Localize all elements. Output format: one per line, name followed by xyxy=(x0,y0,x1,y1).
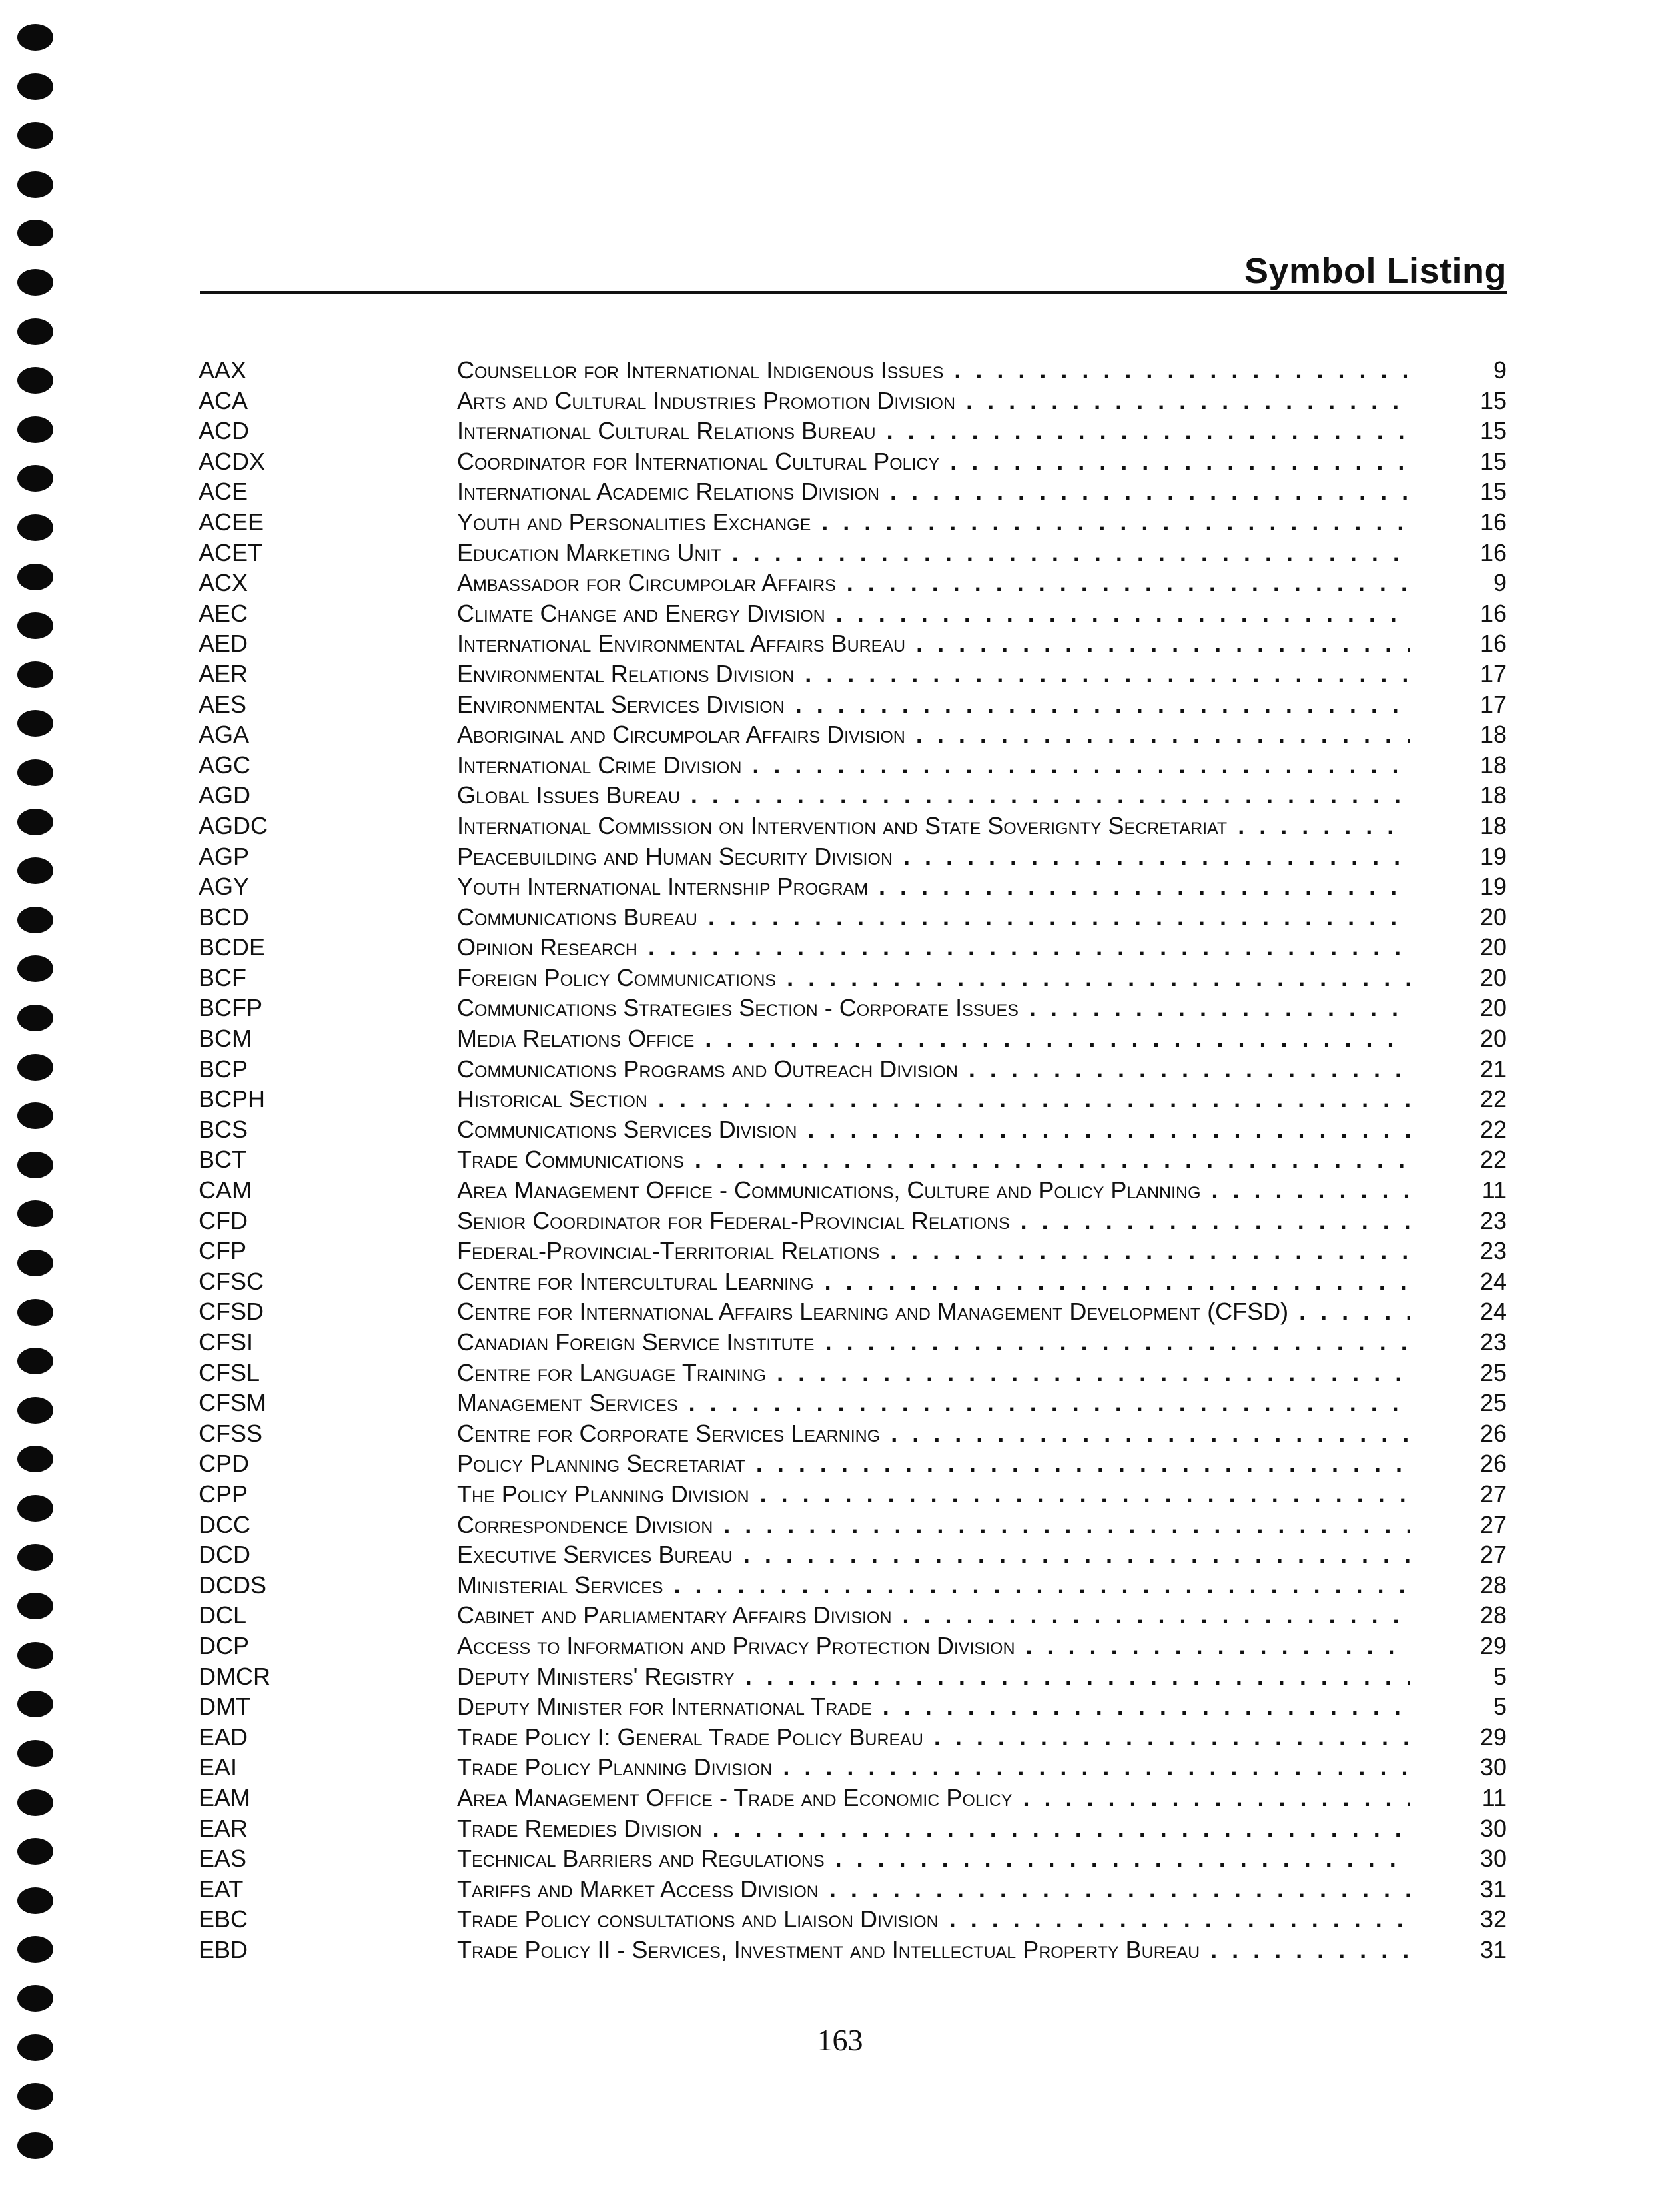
entry-page: 27 xyxy=(1479,1510,1507,1538)
entry-name: Centre for Corporate Services Learning . . . xyxy=(457,1418,1410,1449)
entry-symbol: DCC xyxy=(199,1510,250,1538)
list-item xyxy=(0,1236,1680,1266)
entry-page: 16 xyxy=(1479,599,1507,627)
entry-page: 9 xyxy=(1493,569,1507,597)
entry-name: Deputy Ministers' Registry . . . xyxy=(457,1661,1410,1692)
entry-page: 11 xyxy=(1481,1783,1507,1811)
entry-page: 24 xyxy=(1479,1267,1507,1295)
entry-page: 31 xyxy=(1479,1935,1507,1963)
entry-name: Centre for Intercultural Learning . . . xyxy=(457,1266,1410,1297)
entry-symbol: BCT xyxy=(199,1146,246,1174)
list-item xyxy=(0,1570,1680,1601)
entry-name: International Crime Division . . . xyxy=(457,750,1410,781)
entry-symbol: CFSC xyxy=(199,1267,264,1295)
entry-name: Federal-Provincial-Territorial Relations . . . xyxy=(457,1236,1410,1266)
binding-hole xyxy=(17,2083,53,2110)
entry-name: Centre for International Affairs Learning and Management Development (CFSD) . . . xyxy=(457,1296,1410,1327)
entry-name: Policy Planning Secretariat . . . xyxy=(457,1448,1410,1479)
binding-hole xyxy=(17,1985,53,2012)
entry-name: Area Management Office - Trade and Economic Policy . . . xyxy=(457,1783,1410,1813)
entry-symbol: AGP xyxy=(199,842,250,870)
entry-page: 27 xyxy=(1479,1541,1507,1569)
entry-page: 20 xyxy=(1479,994,1507,1022)
entry-symbol: EAT xyxy=(199,1875,244,1903)
list-item xyxy=(0,1600,1680,1631)
entry-page: 19 xyxy=(1479,873,1507,901)
entry-symbol: CAM xyxy=(199,1176,252,1204)
list-item xyxy=(0,1327,1680,1358)
list-item xyxy=(0,811,1680,841)
list-item xyxy=(0,1631,1680,1661)
entry-page: 30 xyxy=(1479,1753,1507,1781)
entry-name: Trade Communications . . . xyxy=(457,1144,1410,1175)
list-item xyxy=(0,780,1680,811)
entry-symbol: AEC xyxy=(199,599,248,627)
list-item xyxy=(0,386,1680,416)
list-item xyxy=(0,1510,1680,1540)
list-item xyxy=(0,568,1680,598)
entry-symbol: DCDS xyxy=(199,1571,267,1599)
entry-page: 20 xyxy=(1479,1025,1507,1053)
entry-page: 32 xyxy=(1479,1905,1507,1933)
entry-name: Correspondence Division . . . xyxy=(457,1510,1410,1540)
entry-page: 15 xyxy=(1479,417,1507,445)
list-item xyxy=(0,1266,1680,1297)
entry-page: 25 xyxy=(1479,1358,1507,1386)
list-item xyxy=(0,507,1680,538)
entry-name: Trade Remedies Division . . . xyxy=(457,1813,1410,1844)
list-item xyxy=(0,1144,1680,1175)
list-item xyxy=(0,1358,1680,1388)
list-item xyxy=(0,1448,1680,1479)
entry-symbol: DMCR xyxy=(199,1662,270,1690)
entry-symbol: DCD xyxy=(199,1541,250,1569)
entry-name: Communications Strategies Section - Corporate Issues . . . xyxy=(457,993,1410,1023)
entry-name: Access to Information and Privacy Protection Division . . . xyxy=(457,1631,1410,1661)
list-item xyxy=(0,1752,1680,1783)
entry-symbol: BCD xyxy=(199,903,250,931)
entry-name: Foreign Policy Communications . . . xyxy=(457,963,1410,993)
list-item xyxy=(0,598,1680,629)
list-item xyxy=(0,628,1680,659)
entry-name: International Environmental Affairs Bureau . . . xyxy=(457,628,1410,659)
entry-symbol: EAS xyxy=(199,1845,247,1873)
entry-page: 19 xyxy=(1479,842,1507,870)
entry-symbol: EBC xyxy=(199,1905,248,1933)
entry-symbol: BCP xyxy=(199,1055,248,1083)
entry-page: 27 xyxy=(1479,1480,1507,1508)
list-item xyxy=(0,1418,1680,1449)
list-item xyxy=(0,871,1680,902)
list-item xyxy=(0,1935,1680,1965)
entry-page: 23 xyxy=(1479,1237,1507,1265)
symbol-list xyxy=(0,355,1680,1965)
page-header xyxy=(200,250,1507,294)
list-item xyxy=(0,1661,1680,1692)
entry-symbol: DCL xyxy=(199,1601,247,1629)
list-item xyxy=(0,1539,1680,1570)
entry-symbol: AGY xyxy=(199,873,250,901)
list-item xyxy=(0,1114,1680,1145)
entry-page: 20 xyxy=(1479,963,1507,991)
list-item xyxy=(0,1084,1680,1114)
entry-name: Environmental Services Division . . . xyxy=(457,689,1410,720)
entry-symbol: ACET xyxy=(199,538,263,566)
entry-name: Trade Policy Planning Division . . . xyxy=(457,1752,1410,1783)
list-item xyxy=(0,1691,1680,1722)
list-item xyxy=(0,538,1680,568)
entry-symbol: BCF xyxy=(199,963,246,991)
entry-name: Global Issues Bureau . . . xyxy=(457,780,1410,811)
list-item xyxy=(0,1722,1680,1753)
binding-hole xyxy=(17,220,53,246)
list-item xyxy=(0,1904,1680,1935)
entry-symbol: CFD xyxy=(199,1206,248,1234)
entry-name: Historical Section . . . xyxy=(457,1084,1410,1114)
entry-page: 30 xyxy=(1479,1814,1507,1842)
binding-hole xyxy=(17,122,53,149)
list-item xyxy=(0,1023,1680,1054)
entry-page: 5 xyxy=(1493,1693,1507,1721)
list-item xyxy=(0,841,1680,872)
entry-page: 16 xyxy=(1479,630,1507,657)
entry-name: Counsellor for International Indigenous Issues . . . xyxy=(457,355,1410,386)
page-title: Symbol Listing xyxy=(1244,251,1507,291)
entry-name: Ambassador for Circumpolar Affairs . . . xyxy=(457,568,1410,598)
entry-page: 16 xyxy=(1479,538,1507,566)
entry-name: Communications Services Division . . . xyxy=(457,1114,1410,1145)
entry-name: The Policy Planning Division . . . xyxy=(457,1479,1410,1510)
entry-page: 30 xyxy=(1479,1845,1507,1873)
binding-hole xyxy=(17,269,53,296)
list-item xyxy=(0,1175,1680,1206)
entry-symbol: BCS xyxy=(199,1115,248,1143)
entry-name: Trade Policy II - Services, Investment and Intellectual Property Bureau . . . xyxy=(457,1935,1410,1965)
entry-symbol: ACA xyxy=(199,386,248,414)
list-item xyxy=(0,446,1680,477)
entry-page: 23 xyxy=(1479,1206,1507,1234)
entry-symbol: ACE xyxy=(199,478,248,506)
entry-page: 16 xyxy=(1479,508,1507,536)
entry-symbol: EBD xyxy=(199,1935,248,1963)
list-item xyxy=(0,1874,1680,1905)
entry-name: Youth International Internship Program . . . xyxy=(457,871,1410,902)
entry-page: 22 xyxy=(1479,1085,1507,1113)
entry-symbol: CFSI xyxy=(199,1328,254,1356)
entry-page: 29 xyxy=(1479,1723,1507,1751)
entry-symbol: AER xyxy=(199,659,248,687)
entry-page: 26 xyxy=(1479,1419,1507,1447)
entry-symbol: AED xyxy=(199,630,248,657)
entry-symbol: EAI xyxy=(199,1753,238,1781)
entry-name: Opinion Research . . . xyxy=(457,932,1410,963)
entry-name: Trade Policy consultations and Liaison Division . . . xyxy=(457,1904,1410,1935)
entry-name: Cabinet and Parliamentary Affairs Division . . . xyxy=(457,1600,1410,1631)
list-item xyxy=(0,1783,1680,1813)
entry-page: 18 xyxy=(1479,721,1507,749)
entry-symbol: CFSS xyxy=(199,1419,263,1447)
entry-name: Senior Coordinator for Federal-Provincial Relations . . . xyxy=(457,1206,1410,1236)
list-item xyxy=(0,1206,1680,1236)
entry-symbol: AGA xyxy=(199,721,250,749)
entry-name: Trade Policy I: General Trade Policy Bureau . . . xyxy=(457,1722,1410,1753)
entry-symbol: DMT xyxy=(199,1693,250,1721)
entry-name: Arts and Cultural Industries Promotion Division . . . xyxy=(457,386,1410,416)
binding-hole xyxy=(17,318,53,345)
entry-symbol: CPD xyxy=(199,1450,250,1478)
list-item xyxy=(0,932,1680,963)
entry-name: Technical Barriers and Regulations . . . xyxy=(457,1843,1410,1874)
list-item xyxy=(0,416,1680,446)
entry-page: 29 xyxy=(1479,1631,1507,1659)
entry-symbol: BCFP xyxy=(199,994,263,1022)
entry-page: 15 xyxy=(1479,386,1507,414)
entry-symbol: BCPH xyxy=(199,1085,266,1113)
entry-page: 22 xyxy=(1479,1115,1507,1143)
entry-page: 25 xyxy=(1479,1389,1507,1417)
list-item xyxy=(0,993,1680,1023)
entry-symbol: CFSL xyxy=(199,1358,260,1386)
entry-symbol: AGD xyxy=(199,781,251,809)
binding-hole xyxy=(17,2132,53,2159)
entry-symbol: CPP xyxy=(199,1480,248,1508)
entry-symbol: CFSM xyxy=(199,1389,266,1417)
entry-name: Management Services . . . xyxy=(457,1388,1410,1418)
entry-symbol: BCDE xyxy=(199,933,266,961)
entry-page: 9 xyxy=(1493,356,1507,384)
entry-page: 15 xyxy=(1479,447,1507,475)
list-item xyxy=(0,902,1680,933)
entry-page: 23 xyxy=(1479,1328,1507,1356)
list-item xyxy=(0,1388,1680,1418)
list-item xyxy=(0,476,1680,507)
entry-page: 22 xyxy=(1479,1146,1507,1174)
entry-symbol: AGDC xyxy=(199,811,268,839)
entry-page: 18 xyxy=(1479,781,1507,809)
entry-name: Environmental Relations Division . . . xyxy=(457,659,1410,689)
entry-symbol: EAM xyxy=(199,1783,251,1811)
entry-name: Ministerial Services . . . xyxy=(457,1570,1410,1601)
entry-name: Education Marketing Unit . . . xyxy=(457,538,1410,568)
entry-page: 17 xyxy=(1479,659,1507,687)
list-item xyxy=(0,963,1680,993)
binding-hole xyxy=(17,171,53,198)
entry-page: 11 xyxy=(1481,1176,1507,1204)
entry-page: 26 xyxy=(1479,1450,1507,1478)
entry-symbol: DCP xyxy=(199,1631,250,1659)
entry-page: 28 xyxy=(1479,1601,1507,1629)
entry-page: 18 xyxy=(1479,811,1507,839)
entry-symbol: AAX xyxy=(199,356,247,384)
entry-name: Aboriginal and Circumpolar Affairs Division . . . xyxy=(457,719,1410,750)
entry-name: Deputy Minister for International Trade . . . xyxy=(457,1691,1410,1722)
entry-name: Coordinator for International Cultural Policy . . . xyxy=(457,446,1410,477)
entry-page: 20 xyxy=(1479,933,1507,961)
list-item xyxy=(0,719,1680,750)
entry-name: Media Relations Office . . . xyxy=(457,1023,1410,1054)
entry-name: Communications Programs and Outreach Division . . . xyxy=(457,1054,1410,1085)
list-item xyxy=(0,689,1680,720)
list-item xyxy=(0,1054,1680,1085)
entry-symbol: AES xyxy=(199,690,247,718)
entry-symbol: ACD xyxy=(199,417,250,445)
entry-symbol: ACEE xyxy=(199,508,264,536)
page-number: 163 xyxy=(817,2023,863,2057)
entry-page: 28 xyxy=(1479,1571,1507,1599)
entry-page: 18 xyxy=(1479,751,1507,779)
entry-name: Communications Bureau . . . xyxy=(457,902,1410,933)
list-item xyxy=(0,1813,1680,1844)
entry-name: Climate Change and Energy Division . . . xyxy=(457,598,1410,629)
entry-name: Peacebuilding and Human Security Division . . . xyxy=(457,841,1410,872)
entry-page: 20 xyxy=(1479,903,1507,931)
entry-page: 21 xyxy=(1479,1055,1507,1083)
entry-name: International Cultural Relations Bureau . . . xyxy=(457,416,1410,446)
list-item xyxy=(0,659,1680,689)
binding-hole xyxy=(17,73,53,100)
entry-symbol: CFP xyxy=(199,1237,246,1265)
list-item xyxy=(0,1296,1680,1327)
entry-page: 24 xyxy=(1479,1298,1507,1326)
binding-hole xyxy=(17,24,53,51)
entry-page: 5 xyxy=(1493,1662,1507,1690)
entry-symbol: BCM xyxy=(199,1025,252,1053)
entry-name: Executive Services Bureau . . . xyxy=(457,1539,1410,1570)
list-item xyxy=(0,750,1680,781)
list-item xyxy=(0,355,1680,386)
entry-name: Centre for Language Training . . . xyxy=(457,1358,1410,1388)
list-item xyxy=(0,1843,1680,1874)
entry-name: Youth and Personalities Exchange . . . xyxy=(457,507,1410,538)
entry-symbol: CFSD xyxy=(199,1298,264,1326)
entry-name: International Academic Relations Division . . . xyxy=(457,476,1410,507)
entry-name: Tariffs and Market Access Division . . . xyxy=(457,1874,1410,1905)
entry-symbol: ACDX xyxy=(199,447,266,475)
header-rule xyxy=(200,291,1507,294)
entry-page: 31 xyxy=(1479,1875,1507,1903)
entry-symbol: AGC xyxy=(199,751,251,779)
entry-symbol: ACX xyxy=(199,569,248,597)
entry-page: 17 xyxy=(1479,690,1507,718)
entry-name: Area Management Office - Communications, Culture and Policy Planning . . . xyxy=(457,1175,1410,1206)
entry-symbol: EAD xyxy=(199,1723,248,1751)
entry-name: International Commission on Intervention and State Soverignty Secretariat . . . xyxy=(457,811,1410,841)
entry-page: 15 xyxy=(1479,478,1507,506)
entry-name: Canadian Foreign Service Institute . . . xyxy=(457,1327,1410,1358)
entry-symbol: EAR xyxy=(199,1814,248,1842)
list-item xyxy=(0,1479,1680,1510)
